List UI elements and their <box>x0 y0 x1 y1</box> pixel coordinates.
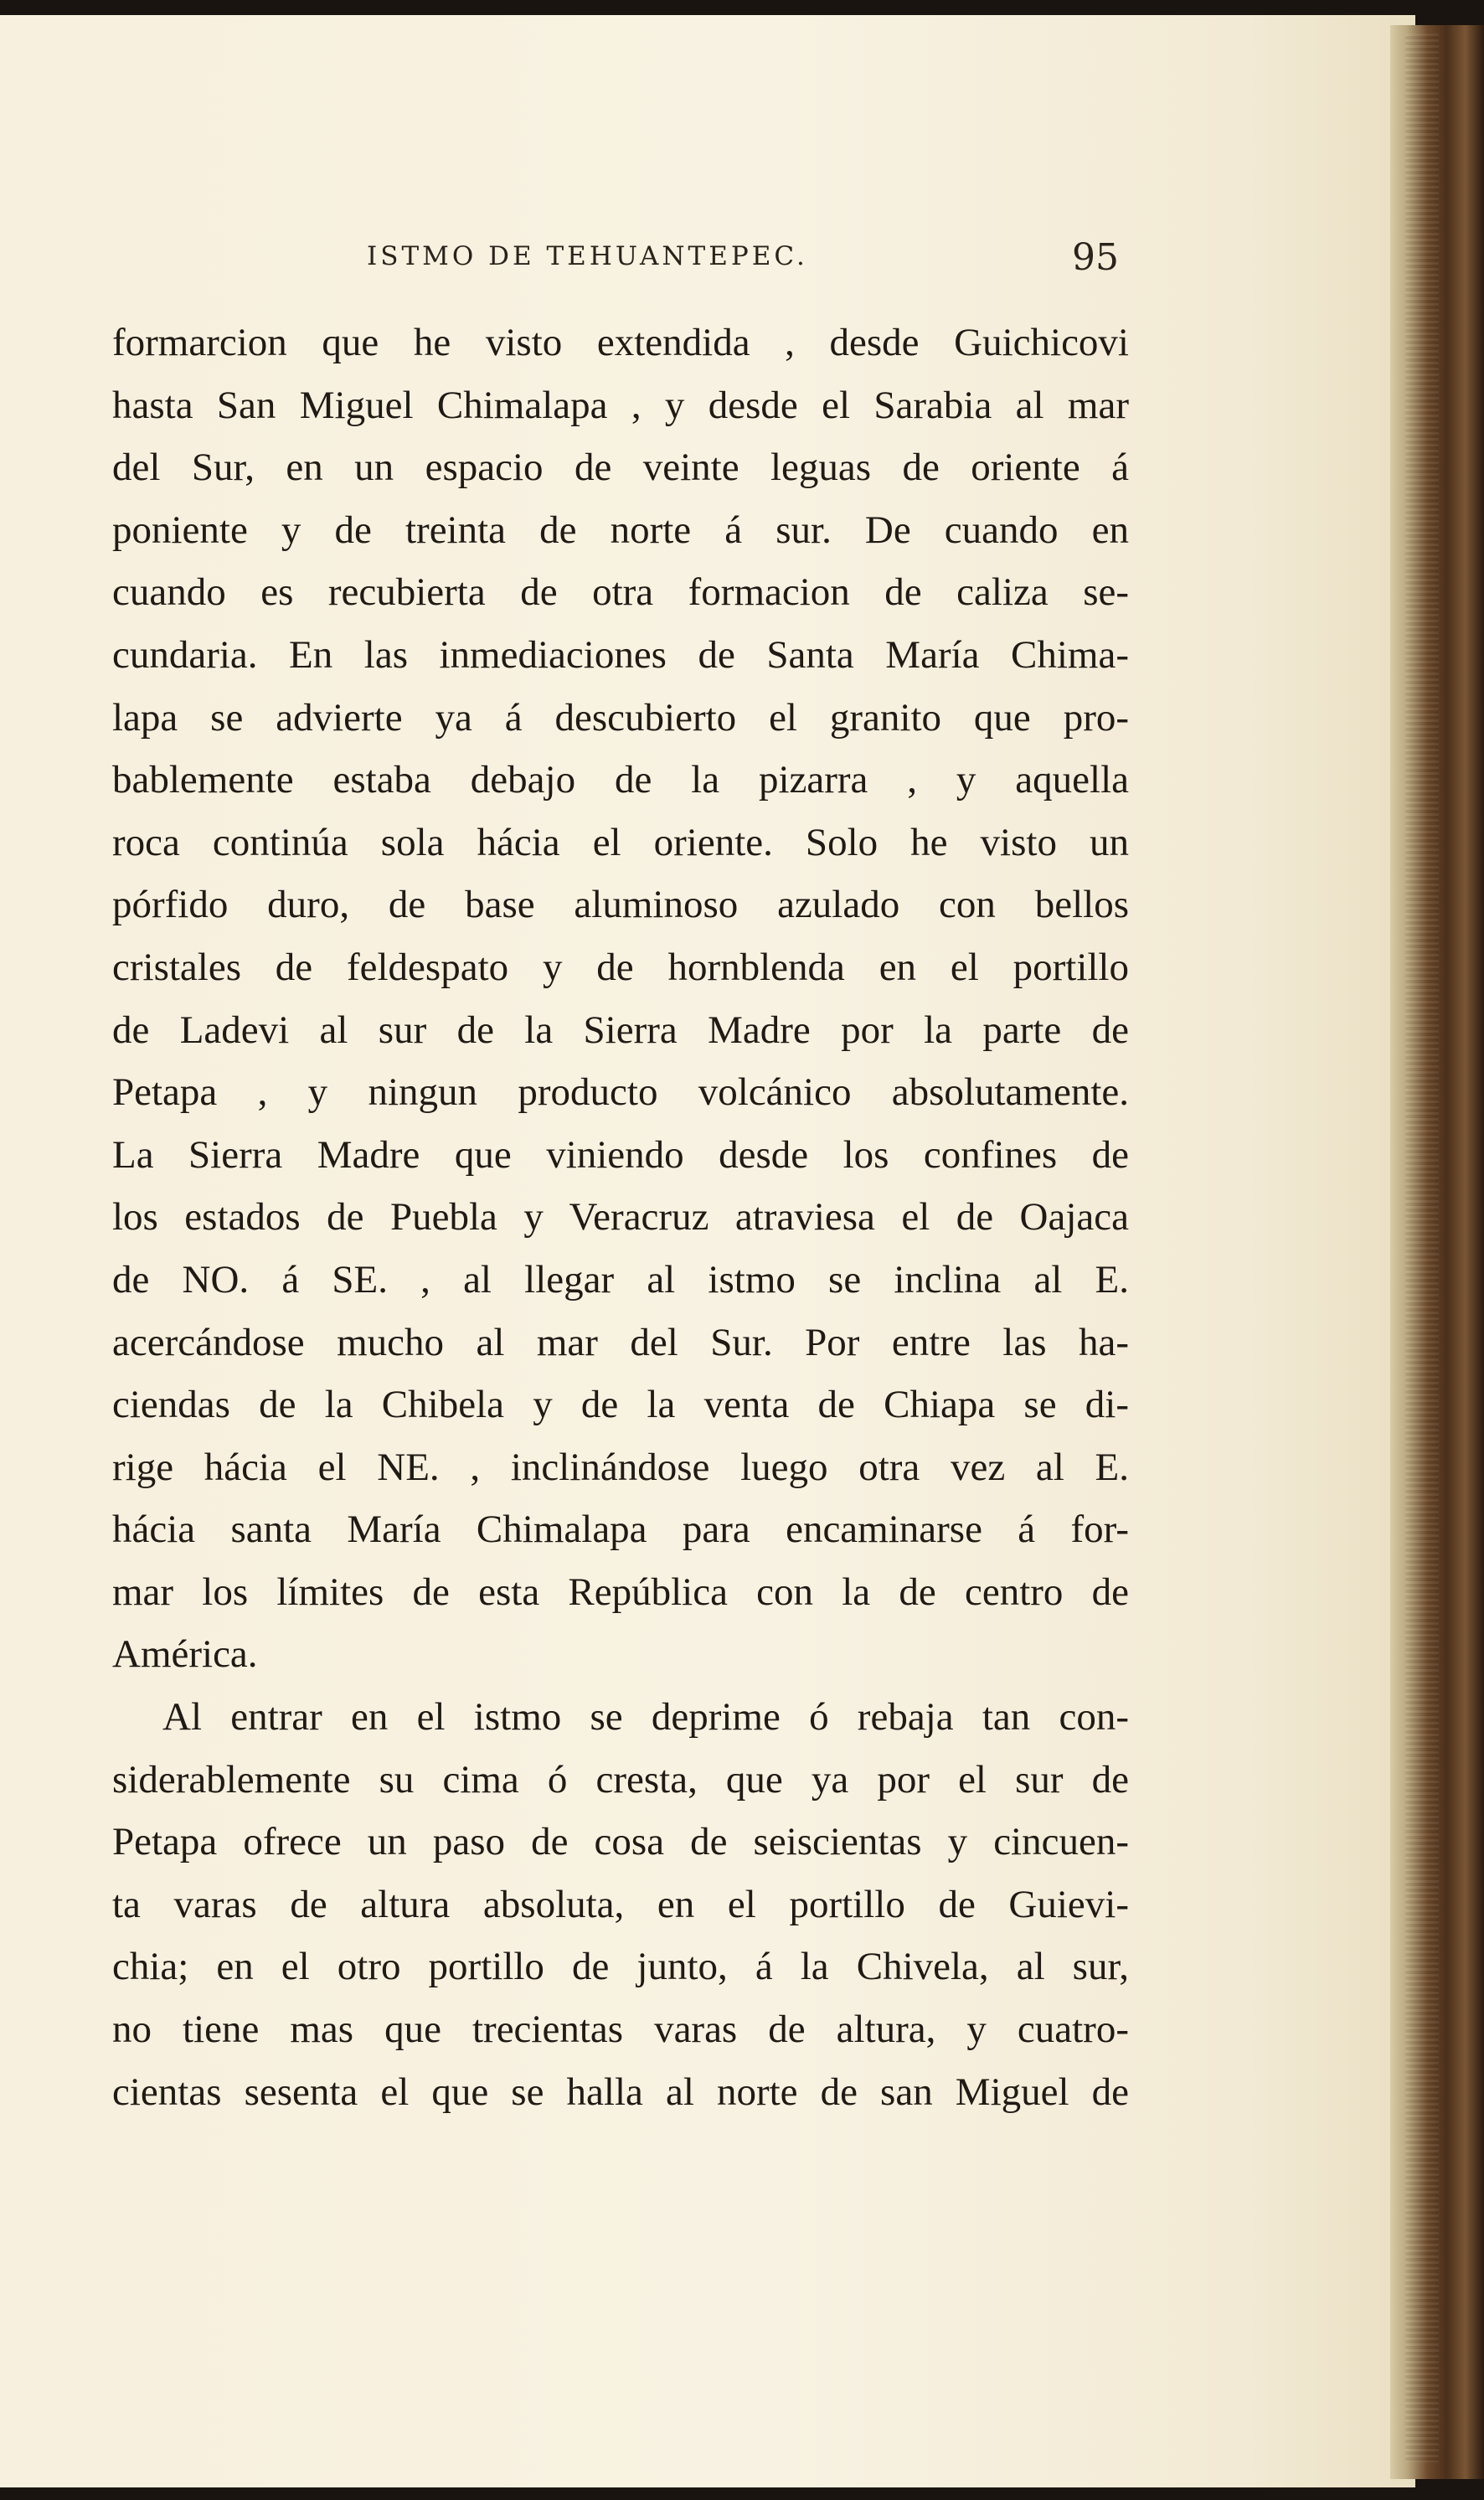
page-number: 95 <box>1072 236 1119 279</box>
text-line: de Ladevi al sur de la Sierra Madre por la parte de <box>112 1008 1129 1052</box>
text-line: La Sierra Madre que viniendo desde los confines de <box>112 1132 1129 1177</box>
text-line: chia; en el otro portillo de junto, á la Chivela, al sur, <box>112 1945 1129 1989</box>
running-title: ISTMO DE TEHUANTEPEC. <box>367 241 808 271</box>
text-line: América. <box>112 1632 258 1677</box>
text-line: acercándose mucho al mar del Sur. Por entre las ha- <box>112 1320 1129 1364</box>
text-line: bablemente estaba debajo de la pizarra , y aquella <box>112 758 1129 802</box>
text-line: de NO. á SE. , al llegar al istmo se inclina al E. <box>112 1257 1129 1302</box>
text-line: no tiene mas que trecientas varas de altura, y cuatro- <box>112 2008 1129 2052</box>
text-line: siderablemente su cima ó cresta, que ya por el sur de <box>112 1757 1129 1802</box>
paragraph <box>112 312 1129 1686</box>
paragraph <box>112 1686 1129 2123</box>
text-line: roca continúa sola hácia el oriente. Solo he visto un <box>112 820 1129 864</box>
text-line: pórfido duro, de base aluminoso azulado con bellos <box>112 883 1129 927</box>
running-head <box>0 236 1415 286</box>
body-text <box>112 312 1129 2123</box>
text-line: cundaria. En las inmediaciones de Santa María Chima- <box>112 632 1129 677</box>
text-line: cristales de feldespato y de hornblenda en el portillo <box>112 945 1129 989</box>
text-line: lapa se advierte ya á descubierto el granito que pro- <box>112 695 1129 740</box>
text-line: poniente y de treinta de norte á sur. De cuando en <box>112 508 1129 552</box>
text-line: Al entrar en el istmo se deprime ó rebaja tan con- <box>162 1695 1129 1740</box>
text-line: del Sur, en un espacio de veinte leguas de oriente á <box>112 446 1129 490</box>
page-edges <box>1405 34 1439 2462</box>
text-line: hasta San Miguel Chimalapa , y desde el Sarabia al mar <box>112 383 1129 427</box>
text-line: hácia santa María Chimalapa para encaminarse á for- <box>112 1508 1129 1552</box>
text-line: ta varas de altura absoluta, en el portillo de Guievi- <box>112 1882 1129 1926</box>
text-line: Petapa , y ningun producto volcánico absolutamente. <box>112 1070 1129 1115</box>
text-line: Petapa ofrece un paso de cosa de seiscientas y cincuen- <box>112 1820 1129 1864</box>
text-line: los estados de Puebla y Veracruz atraviesa el de Oajaca <box>112 1195 1129 1240</box>
text-line: formarcion que he visto extendida , desde Guichicovi <box>112 321 1129 364</box>
text-line: rige hácia el NE. , inclinándose luego otra vez al E. <box>112 1445 1129 1489</box>
text-line: cuando es recubierta de otra formacion de caliza se- <box>112 570 1129 615</box>
text-line: ciendas de la Chibela y de la venta de Chiapa se di- <box>112 1383 1129 1427</box>
text-line: cientas sesenta el que se halla al norte de san Miguel de <box>112 2070 1129 2114</box>
text-line: mar los límites de esta República con la de centro de <box>112 1570 1129 1614</box>
